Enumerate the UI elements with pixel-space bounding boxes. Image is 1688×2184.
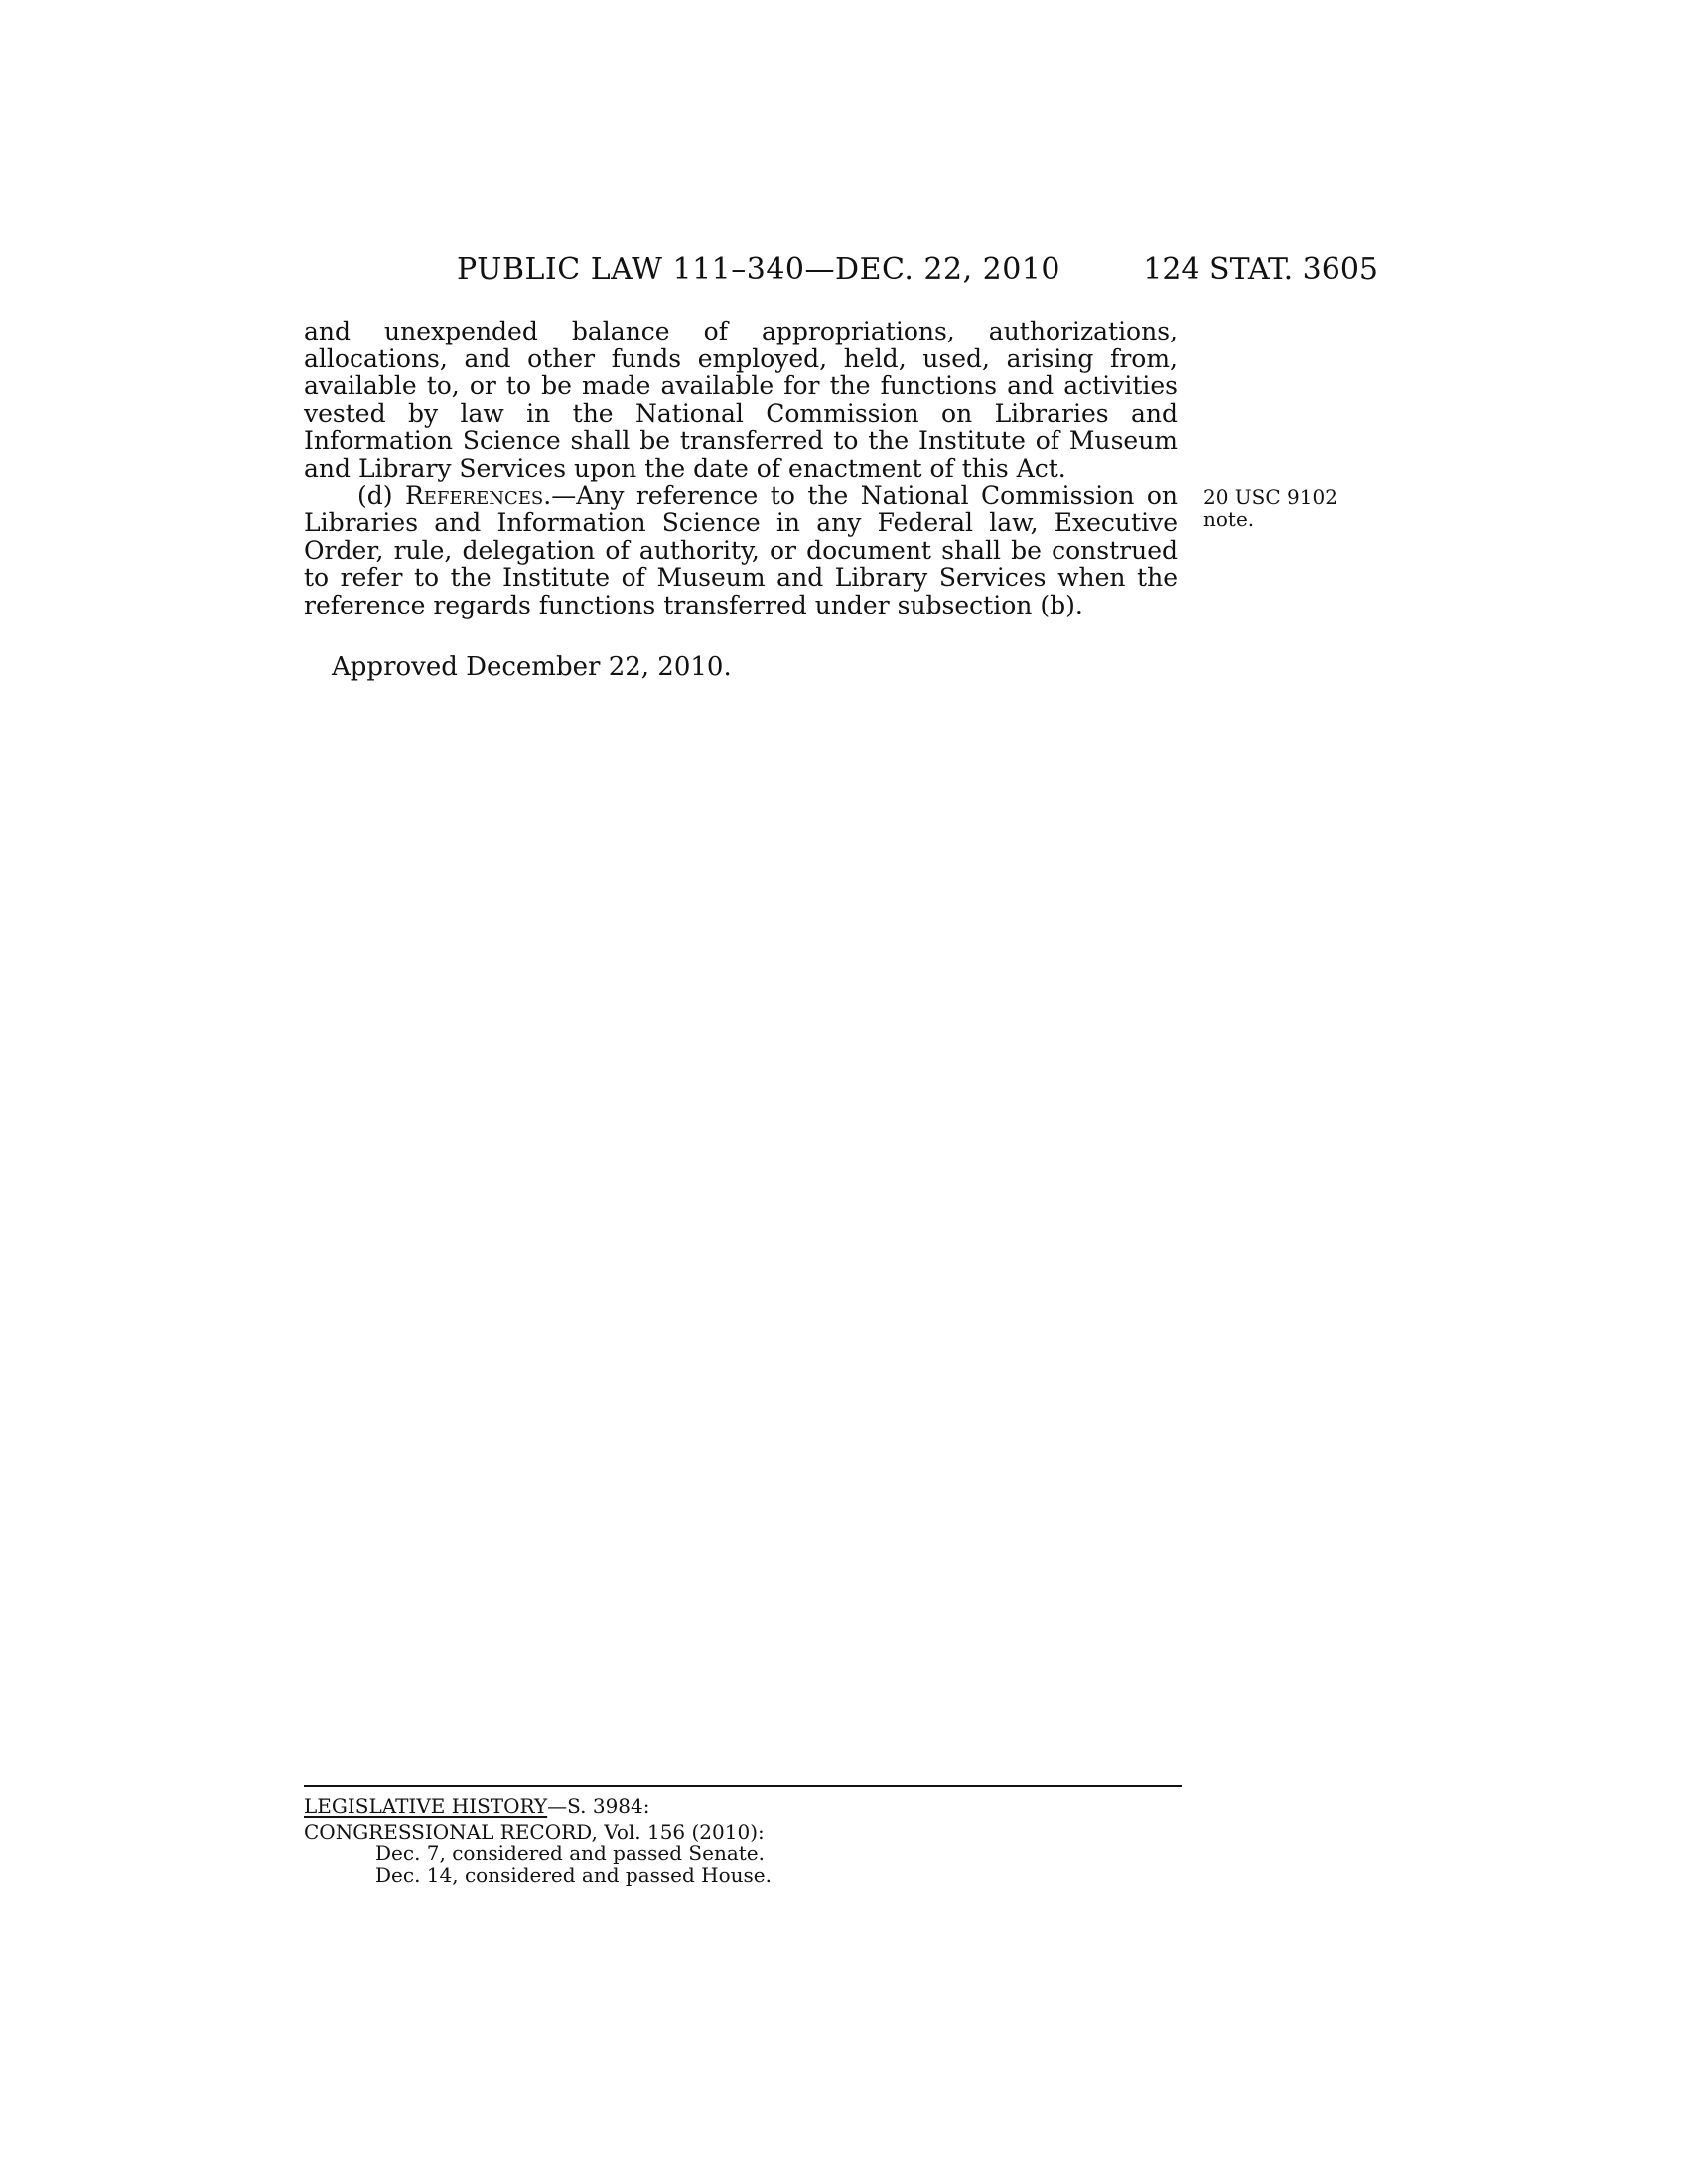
history-action: Dec. 14, considered and passed House. — [375, 1863, 772, 1887]
body-text — [304, 318, 1178, 619]
subsection-heading: References — [404, 480, 544, 510]
subsection-designator: (d) — [357, 480, 393, 510]
continued-paragraph: and unexpended balance of appropriations, authorizations, allocations, and other funds employed, held, used, arising from, available to, or to be made available for the functions and activities vested by law in the National Commission on Libraries and Information Science shall be transferred to the Institute of Museum and Library Services upon the date of enactment of this Act. — [304, 317, 1178, 482]
legislative-history-heading: LEGISLATIVE HISTORY — [304, 1794, 548, 1818]
stat-page-number: 124 STAT. 3605 — [1143, 252, 1378, 287]
margin-note-label: note. — [1203, 507, 1255, 531]
subsection-d: (d) References.—Any reference to the National Commission on Libraries and Information Science in any Federal law, Executive Order, rule, delegation of authority, or document shall be construed to refer to the Institute of Museum and Library Services when the reference regards functions transferred under subsection (b). — [304, 480, 1179, 619]
history-action: Dec. 7, considered and passed Senate. — [375, 1842, 765, 1865]
footnote-divider — [304, 1785, 1182, 1787]
approval-date: Approved December 22, 2010. — [332, 652, 732, 682]
legislative-history — [304, 1795, 1178, 1886]
congressional-record: CONGRESSIONAL RECORD, Vol. 156 (2010): — [304, 1820, 765, 1843]
page-title: PUBLIC LAW 111–340—DEC. 22, 2010 — [457, 252, 1061, 287]
margin-note-citation: 20 USC 9102 — [1203, 485, 1337, 509]
running-head — [298, 250, 1378, 290]
margin-note — [1203, 486, 1352, 530]
legislative-history-title — [304, 1795, 1178, 1817]
bill-number: —S. 3984: — [547, 1794, 650, 1818]
subsection-text: Any reference to the National Commission on Libraries and Information Science in any Federal law, Executive Order, rule, delegation of authority, or document shall be construed to refer to the Institute of Museum and Library Services when the reference regards functions transferred under subsection (b). — [304, 480, 1179, 619]
